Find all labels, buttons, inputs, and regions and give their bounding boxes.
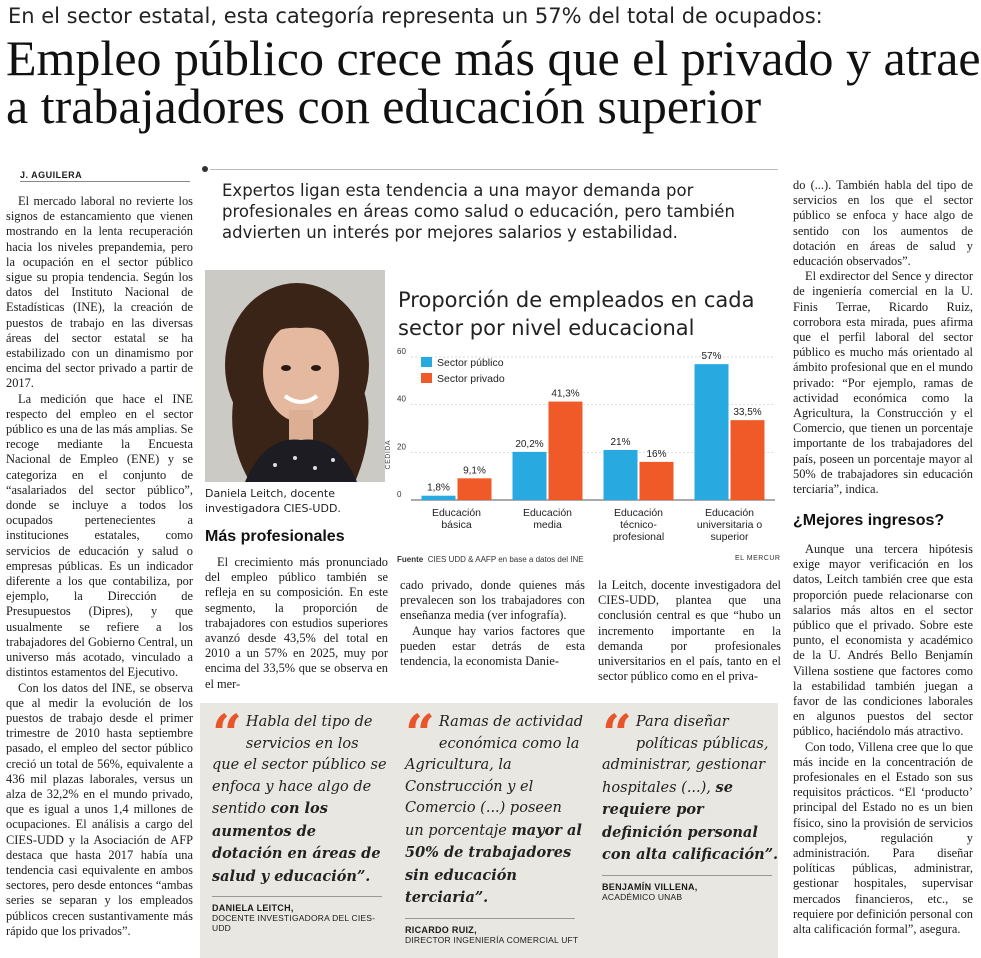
legend-swatch [421, 357, 432, 367]
portrait-photo [205, 270, 385, 482]
paragraph: la Leitch, docente investigadora del CIES-UDD, plantea que una conclusión central es que “hubo un incremento importante en la demanda por profesionales universitarios en el país, tanto en el sector público como en el priva- [598, 578, 781, 684]
chart-source-label: Fuente [397, 555, 424, 564]
quote-mark-icon: “ [602, 704, 632, 765]
quote-role: DOCENTE INVESTIGADORA DEL CIES-UDD [212, 913, 376, 933]
data-label: 57% [701, 351, 722, 363]
bar [549, 402, 583, 500]
data-label: 9,1% [463, 465, 486, 477]
paragraph: La medición que hace el INE respecto del empleo en el sector público es una de las más amplias. Se recoge mediante la Encuesta Nacional de Empleo (ENE) y se categoriza en el conjunto de “asalariados del sector público”, donde se incluye a todos los ocupados pertenecientes a instituciones estatales, como servicios de educación y salud o empresas públicas. Es un indicador diferente a los que contabiliza, por ejemplo, la Dirección de Presupuestos (Dipres), y que usualmente se refiere a los trabajadores del Gobierno Central, un universo más acotado, vinculado a distintos estamentos del Ejecutivo. [6, 391, 193, 680]
data-label: 16% [646, 448, 667, 460]
column-2 [205, 555, 388, 692]
deck: Expertos ligan esta tendencia a una mayor demanda por profesionales en áreas como salud o educación, pero también advierten un interés por mejores salarios y estabilidad. [222, 181, 735, 242]
quote-author: RICARDO RUIZ, [405, 924, 477, 935]
chart-brand: EL MERCUR [735, 555, 781, 562]
quote-mark-icon: “ [405, 704, 435, 765]
paragraph: Con todo, Villena cree que lo que más incide en la concentración de profesionales en el Estado son sus requisitos prácticos. “El ‘producto’ principal del Estado no es un bien físico, sino la provisión de servicios complejos, regulación y administración. Para diseñar políticas públicas, administrar, gestionar hospitales, supervisar mercados financieros, etc., se requiere por definición personal con alta calificación formal”, asegura. [793, 739, 973, 937]
headline: Empleo público crece más que el privado y atrae a trabajadores con educación superior [6, 30, 981, 134]
quote-divider [212, 896, 382, 897]
legend-swatch [421, 373, 432, 383]
category-label: Educación [522, 507, 573, 519]
bar [731, 420, 765, 500]
category-label: universitaria o [696, 519, 763, 531]
photo-credit: CEDIDA [385, 440, 392, 470]
paragraph: cado privado, donde quienes más prevalecen son los trabajadores con enseñanza media (ver infografía). [400, 578, 585, 623]
subhead-mas-profesionales: Más profesionales [205, 528, 345, 545]
data-label: 1,8% [427, 482, 450, 494]
chart-title: Proporción de empleados en cada sector por nivel educacional [398, 288, 755, 340]
data-label: 20,2% [515, 438, 544, 450]
bar [695, 364, 729, 500]
bar [422, 496, 456, 500]
quote-role: ACADÉMICO UNAB [602, 891, 683, 902]
portrait-illustration [205, 270, 385, 482]
legend-label: Sector público [437, 357, 504, 369]
subhead-mejores-ingresos: ¿Mejores ingresos? [793, 512, 945, 529]
pull-quote-1 [212, 704, 390, 933]
y-tick-label: 60 [397, 347, 406, 356]
category-label: Educación [704, 507, 755, 519]
column-right-2 [793, 542, 973, 937]
quote-divider [405, 918, 575, 919]
category-label: profesional [612, 531, 665, 543]
quote-author: BENJAMÍN VILLENA, [602, 881, 698, 892]
category-label: media [533, 519, 562, 531]
category-label: básica [441, 519, 472, 531]
deck-rule [210, 169, 778, 170]
chart-source [397, 555, 584, 564]
pull-quote-3 [602, 704, 780, 902]
data-label: 21% [610, 436, 631, 448]
data-label: 41,3% [551, 388, 580, 400]
chart-source-text: CIES UDD & AAFP en base a datos del INE [427, 555, 584, 564]
data-label: 33,5% [733, 407, 762, 419]
column-3 [400, 578, 585, 669]
column-1 [6, 194, 193, 939]
quote-text-bold: con los aumentos de dotación en áreas de salud y educación”. [212, 800, 381, 885]
quote-text-bold: mayor al 50% de trabajadores sin educación terciaria”. [405, 821, 582, 906]
y-tick-label: 40 [397, 394, 406, 404]
paragraph: El mercado laboral no revierte los signos de estancamiento que vienen mostrando en la lenta recuperación hacia los niveles prepandemia, pero la ocupación en el sector público sigue su propia tendencia. Según los datos del Instituto Nacional de Estadísticas (INE), la creación de puestos de trabajo en las diversas áreas del sector estatal se ha estabilizado con un dinamismo por encima del sector privado a partir de 2017. [6, 194, 193, 391]
paragraph: Aunque una tercera hipótesis exige mayor verificación en los datos, Leitch también cree que esta proporción puede relacionarse con salarios más altos en el sector público que el privado. Sobre este punto, el economista y académico de la U. Andrés Bello Benjamín Villena sostiene que factores como la estabilidad también juegan a favor de las condiciones laborales en algunos puestos del sector público, haciéndolo más atractivo. [793, 542, 973, 739]
paragraph: Aunque hay varios factores que pueden estar detrás de esta tendencia, la economista Danie- [400, 623, 585, 669]
y-tick-label: 0 [397, 490, 402, 499]
quote-mark-icon: “ [212, 704, 242, 765]
quote-author: DANIELA LEITCH, [212, 903, 294, 913]
bar [513, 452, 547, 500]
quote-text-regular: Habla del tipo de servicios en los que el sector público se enfoca y hace algo de sentido [212, 714, 387, 817]
byline: J. AGUILERA [20, 170, 83, 180]
quote-text-regular: Ramas de actividad económica como la Agricultura, la Construcción y el Comercio (...) poseen un porcentaje [405, 714, 584, 839]
deck-bullet [202, 166, 208, 172]
column-4 [598, 578, 781, 684]
paragraph: do (...). También habla del tipo de servicios en los que el sector público se enfoca y hace algo de sentido con los aumentos de dotación en áreas de salud y educación observados”. [793, 178, 973, 269]
bar [458, 478, 492, 500]
column-right [793, 178, 973, 497]
paragraph: El exdirector del Sence y director de ingeniería comercial en la U. Finis Terrae, Ricardo Ruiz, corrobora esta mirada, pues afirma que el perfil laboral del sector público es mucho más orientado al ámbito profesional que en el mundo privado: “Por ejemplo, ramas de actividad económica como la Agricultura, la Construcción y el Comercio, que tienen un porcentaje importante de los trabajadores del país, poseen un porcentaje mayor al 50% de trabajadores sin educación terciaria”, indica. [793, 269, 973, 497]
pull-quote-2 [405, 704, 584, 945]
kicker: En el sector estatal, esta categoría representa un 57% del total de ocupados: [8, 4, 823, 28]
byline-rule [20, 181, 190, 182]
category-label: Educación [431, 507, 482, 519]
category-label: técnico- [620, 519, 657, 531]
photo-caption: Daniela Leitch, docente investigadora CIES-UDD. [205, 487, 341, 515]
y-tick-label: 20 [397, 442, 406, 452]
category-label: Educación [613, 507, 664, 519]
paragraph: El crecimiento más pronunciado del empleo público también se refleja en su composición. En este segmento, la proporción de trabajadores con estudios superiores avanzó desde 43,5% del total en 2010 a un 57% en 2025, muy por encima del 33,5% que se observa en el mer- [205, 555, 388, 691]
bar [604, 450, 638, 500]
quote-role: DIRECTOR INGENIERÍA COMERCIAL UFT [405, 934, 579, 945]
legend-label: Sector privado [437, 373, 505, 385]
quote-text-regular: Para diseñar políticas públicas, administrar, gestionar hospitales (...), [602, 714, 769, 796]
category-label: superior [710, 531, 749, 543]
quote-divider [602, 875, 772, 876]
paragraph: Con los datos del INE, se observa que al medir la evolución de los puestos de trabajo desde el primer trimestre de 2010 hasta septiembre pasado, el empleo del sector público creció un total de 56%, equivalente a 436 mil plazas laborales, versus un alza de 32,2% en el mundo privado, que es igual a unos 1,4 millones de ocupaciones. El análisis a cargo del CIES-UDD y la Asociación de AFP destaca que hasta 2017 había una tendencia casi equivalente en ambos sectores, pero desde entonces “ambas series se separan y los empleados públicos crecen sustantivamente más rápido que los privados”. [6, 680, 193, 938]
bar [640, 462, 674, 500]
bar-chart [397, 345, 779, 550]
quote-text-bold: se requiere por definición personal con alta calificación”. [602, 778, 779, 863]
